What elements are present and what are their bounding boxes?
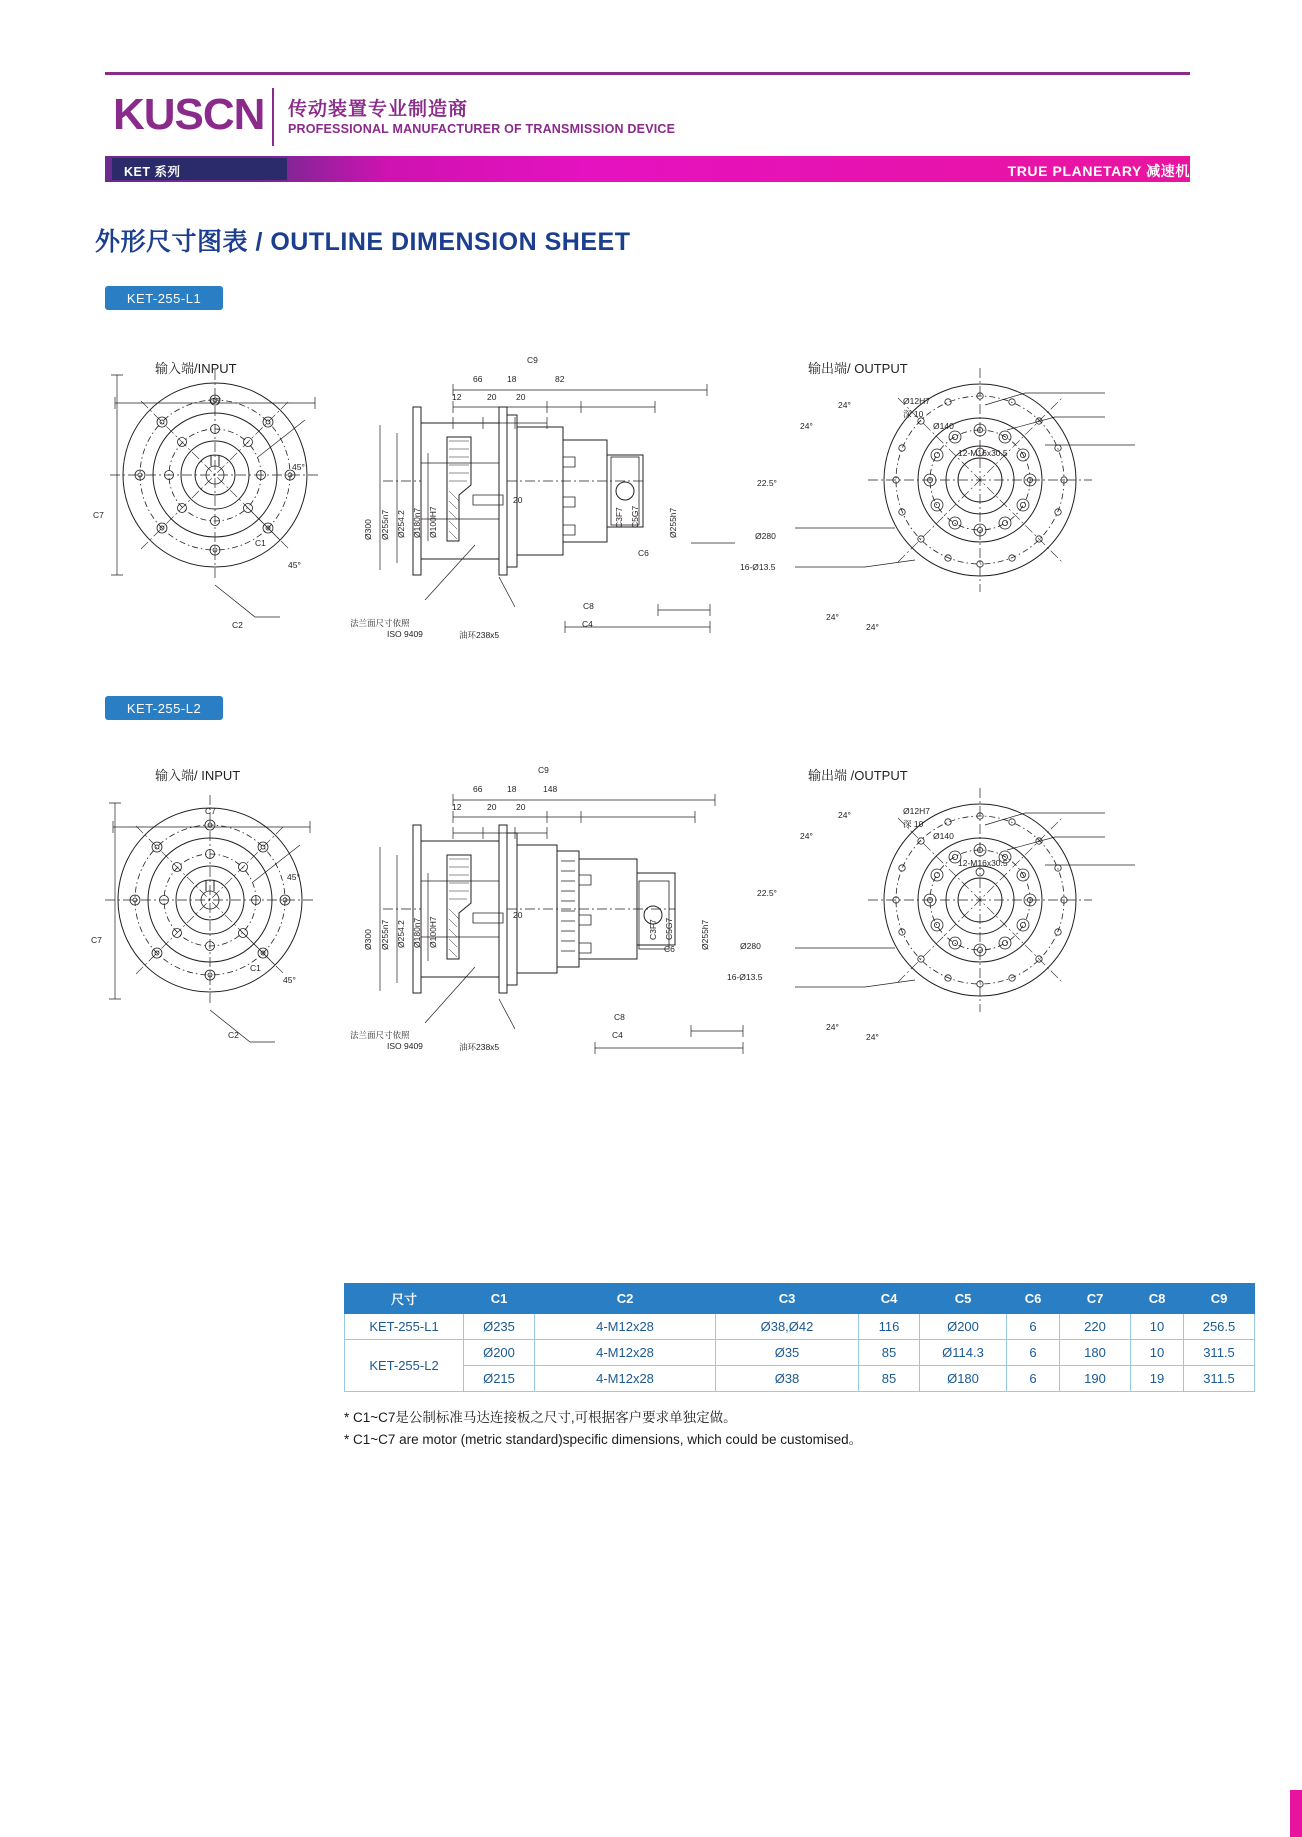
dim-l1-20b: 20 bbox=[516, 392, 526, 402]
cell-model-l2: KET-255-L2 bbox=[345, 1340, 464, 1392]
th-c9: C9 bbox=[1184, 1284, 1255, 1314]
footnote-cn: * C1~C7是公制标准马达连接板之尺寸,可根据客户要求单独定做。 bbox=[344, 1410, 737, 1425]
cell-l1-c7: 220 bbox=[1060, 1314, 1131, 1340]
section-tag-l1: KET-255-L1 bbox=[105, 286, 223, 310]
cell-l1-c4: 116 bbox=[859, 1314, 920, 1340]
dim-l1-c8: C8 bbox=[583, 601, 594, 611]
dim-l2-depth10: 深 10 bbox=[903, 819, 924, 829]
dim-l1-12: 12 bbox=[452, 392, 462, 402]
dim-l2-66: 66 bbox=[473, 784, 483, 794]
input-label-l2: 输入端/ INPUT bbox=[155, 768, 241, 783]
dim-l1-d100h7: Ø100H7 bbox=[428, 506, 438, 538]
dim-l2-12: 12 bbox=[452, 802, 462, 812]
dim-l1-c5g7: C5G7 bbox=[630, 505, 640, 528]
cell-l2a-c5: Ø114.3 bbox=[920, 1340, 1007, 1366]
th-c1: C1 bbox=[464, 1284, 535, 1314]
cell-l2a-c3: Ø35 bbox=[716, 1340, 859, 1366]
dim-l2-ang24a: 24° bbox=[838, 810, 851, 820]
dim-l1-d12h7: Ø12H7 bbox=[903, 396, 930, 406]
dim-l2-c2: C2 bbox=[228, 1030, 239, 1040]
cell-l1-c8: 10 bbox=[1131, 1314, 1184, 1340]
dim-l1-20c: 20 bbox=[513, 495, 523, 505]
dim-l2-20a: 20 bbox=[487, 802, 497, 812]
th-c7: C7 bbox=[1060, 1284, 1131, 1314]
header-top-rule bbox=[105, 72, 1190, 75]
dim-l2-d180n7: Ø180n7 bbox=[412, 917, 422, 948]
dim-l2-c9: C9 bbox=[538, 765, 549, 775]
dim-l1-c4: C4 bbox=[582, 619, 593, 629]
dim-l2-20b: 20 bbox=[516, 802, 526, 812]
dim-l1-d140: Ø140 bbox=[933, 421, 954, 431]
dim-l2-c8: C8 bbox=[614, 1012, 625, 1022]
dim-l2-d140: Ø140 bbox=[933, 831, 954, 841]
brand-logo bbox=[113, 90, 264, 140]
section-tag-l2: KET-255-L2 bbox=[105, 696, 223, 720]
th-size: 尺寸 bbox=[345, 1284, 464, 1314]
cell-model-l1: KET-255-L1 bbox=[345, 1314, 464, 1340]
dim-l2-c7-left: C7 bbox=[91, 935, 102, 945]
note-l2-flange: 法兰面尺寸依照 bbox=[350, 1030, 410, 1040]
dim-l1-depth10: 深 10 bbox=[903, 409, 924, 419]
dim-l2-d2542: Ø254.2 bbox=[396, 920, 406, 948]
dim-l1-d255h7: Ø255h7 bbox=[668, 507, 678, 538]
dim-l1-ang225: 22.5° bbox=[757, 478, 777, 488]
cell-l1-c2: 4-M12x28 bbox=[535, 1314, 716, 1340]
dim-l1-d180n7: Ø180n7 bbox=[412, 507, 422, 538]
cell-l2b-c4: 85 bbox=[859, 1366, 920, 1392]
output-label-l1: 输出端/ OUTPUT bbox=[808, 361, 908, 376]
dim-l2-c3f7: C3F7 bbox=[648, 919, 658, 940]
cell-l2b-c5: Ø180 bbox=[920, 1366, 1007, 1392]
cell-l2a-c7: 180 bbox=[1060, 1340, 1131, 1366]
dim-l1-ang24a: 24° bbox=[838, 400, 851, 410]
dim-l2-d100h7: Ø100H7 bbox=[428, 916, 438, 948]
dim-l1-82: 82 bbox=[555, 374, 565, 384]
dim-l1-ang1: 45° bbox=[292, 462, 305, 472]
dim-l1-m16: 12-M16x30.5 bbox=[958, 448, 1008, 458]
cell-l2b-c8: 19 bbox=[1131, 1366, 1184, 1392]
th-c2: C2 bbox=[535, 1284, 716, 1314]
table-row bbox=[345, 1314, 1255, 1340]
cell-l2b-c6: 6 bbox=[1007, 1366, 1060, 1392]
dim-l2-d300: Ø300 bbox=[363, 929, 373, 950]
dim-l2-ang24b: 24° bbox=[800, 831, 813, 841]
dim-l2-c1: C1 bbox=[250, 963, 261, 973]
cell-l1-c1: Ø235 bbox=[464, 1314, 535, 1340]
dimension-drawing-l2 bbox=[95, 755, 1205, 1060]
dim-l2-c4: C4 bbox=[612, 1030, 623, 1040]
dim-l2-ang1: 45° bbox=[287, 872, 300, 882]
cell-l1-c6: 6 bbox=[1007, 1314, 1060, 1340]
dim-l1-d280: Ø280 bbox=[755, 531, 776, 541]
cell-l2a-c9: 311.5 bbox=[1184, 1340, 1255, 1366]
dimension-drawing-l1 bbox=[95, 345, 1205, 650]
header-divider bbox=[272, 88, 274, 146]
dim-l1-ang24d: 24° bbox=[866, 622, 879, 632]
dim-l1-c1: C1 bbox=[255, 538, 266, 548]
dim-l1-20a: 20 bbox=[487, 392, 497, 402]
dim-l2-ang225: 22.5° bbox=[757, 888, 777, 898]
note-l1-oilring: 油环238x5 bbox=[459, 630, 500, 640]
dim-l2-ang2: 45° bbox=[283, 975, 296, 985]
dim-l1-d300: Ø300 bbox=[363, 519, 373, 540]
dim-l2-c7-top: C7 bbox=[205, 806, 216, 816]
dim-l2-20c: 20 bbox=[513, 910, 523, 920]
note-l1-flange: 法兰面尺寸依照 bbox=[350, 618, 410, 628]
table-row bbox=[345, 1366, 1255, 1392]
cell-l2b-c7: 190 bbox=[1060, 1366, 1131, 1392]
dim-l1-16d13: 16-Ø13.5 bbox=[740, 562, 776, 572]
dim-l1-c6: C6 bbox=[638, 548, 649, 558]
brand-logo-text: KUSCN bbox=[113, 90, 265, 139]
dim-l1-c7-left: C7 bbox=[93, 510, 104, 520]
series-right-label: TRUE PLANETARY 减速机 bbox=[1007, 163, 1190, 179]
cell-l2a-c2: 4-M12x28 bbox=[535, 1340, 716, 1366]
dim-l1-18: 18 bbox=[507, 374, 517, 384]
dim-l2-d12h7: Ø12H7 bbox=[903, 806, 930, 816]
th-c3: C3 bbox=[716, 1284, 859, 1314]
cell-l2b-c1: Ø215 bbox=[464, 1366, 535, 1392]
dim-l1-ang24c: 24° bbox=[826, 612, 839, 622]
dim-l2-c5g7: C5G7 bbox=[664, 917, 674, 940]
dim-l1-c2: C2 bbox=[232, 620, 243, 630]
cell-l1-c5: Ø200 bbox=[920, 1314, 1007, 1340]
dim-l1-c3f7: C3F7 bbox=[614, 507, 624, 528]
cell-l1-c3: Ø38,Ø42 bbox=[716, 1314, 859, 1340]
th-c5: C5 bbox=[920, 1284, 1007, 1314]
table-header-row bbox=[345, 1284, 1255, 1314]
note-l2-oilring: 油环238x5 bbox=[459, 1042, 500, 1052]
table-row bbox=[345, 1340, 1255, 1366]
dim-l2-18: 18 bbox=[507, 784, 517, 794]
dim-l1-c9: C9 bbox=[527, 355, 538, 365]
output-label-l2: 输出端 /OUTPUT bbox=[808, 768, 908, 783]
cell-l2b-c9: 311.5 bbox=[1184, 1366, 1255, 1392]
dim-l1-d2542: Ø254.2 bbox=[396, 510, 406, 538]
cell-l2a-c6: 6 bbox=[1007, 1340, 1060, 1366]
dim-l2-16d13: 16-Ø13.5 bbox=[727, 972, 763, 982]
note-l2-iso: ISO 9409 bbox=[387, 1041, 423, 1051]
dim-l1-c7-top: C7 bbox=[210, 396, 221, 406]
dim-l2-d255n7: Ø255n7 bbox=[380, 919, 390, 950]
dim-l1-66: 66 bbox=[473, 374, 483, 384]
header-tagline-cn: 传动装置专业制造商 bbox=[288, 99, 469, 120]
series-label: KET 系列 bbox=[124, 165, 181, 179]
dim-l1-ang24b: 24° bbox=[800, 421, 813, 431]
dim-l2-c6: C6 bbox=[664, 944, 675, 954]
cell-l2a-c8: 10 bbox=[1131, 1340, 1184, 1366]
dim-l2-d255h7: Ø255h7 bbox=[700, 919, 710, 950]
cell-l2a-c1: Ø200 bbox=[464, 1340, 535, 1366]
dim-l2-ang24d: 24° bbox=[866, 1032, 879, 1042]
header-tagline-en: PROFESSIONAL MANUFACTURER OF TRANSMISSION DEVICE bbox=[288, 122, 676, 136]
cell-l1-c9: 256.5 bbox=[1184, 1314, 1255, 1340]
dim-l2-148: 148 bbox=[543, 784, 558, 794]
input-label-l1: 输入端/INPUT bbox=[155, 361, 237, 376]
page-title: 外形尺寸图表 / OUTLINE DIMENSION SHEET bbox=[95, 228, 631, 256]
dim-l1-d255n7: Ø255n7 bbox=[380, 509, 390, 540]
th-c8: C8 bbox=[1131, 1284, 1184, 1314]
specification-table bbox=[344, 1283, 1255, 1392]
dim-l2-ang24c: 24° bbox=[826, 1022, 839, 1032]
dim-l1-ang2: 45° bbox=[288, 560, 301, 570]
th-c4: C4 bbox=[859, 1284, 920, 1314]
dim-l2-d280: Ø280 bbox=[740, 941, 761, 951]
cell-l2a-c4: 85 bbox=[859, 1340, 920, 1366]
note-l1-iso: ISO 9409 bbox=[387, 629, 423, 639]
dim-l2-m16: 12-M16x30.5 bbox=[958, 858, 1008, 868]
footnote-en: * C1~C7 are motor (metric standard)specific dimensions, which could be customised。 bbox=[344, 1432, 863, 1447]
cell-l2b-c3: Ø38 bbox=[716, 1366, 859, 1392]
page-edge-marker bbox=[1290, 1790, 1302, 1837]
th-c6: C6 bbox=[1007, 1284, 1060, 1314]
cell-l2b-c2: 4-M12x28 bbox=[535, 1366, 716, 1392]
